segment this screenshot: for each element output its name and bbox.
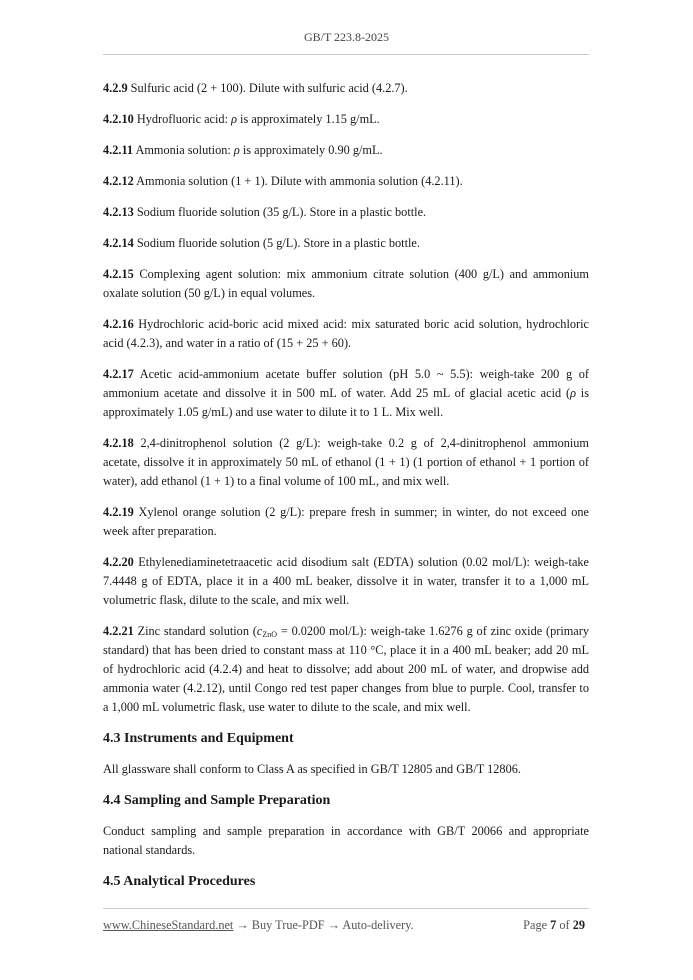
header-divider (103, 54, 589, 55)
clause-text: Xylenol orange solution (2 g/L): prepare fresh in summer; in winter, do not exceed one week after preparation. (103, 505, 589, 538)
clause-text: is approximately 1.05 g/mL) and use water to dilute it to 1 L. Mix well. (103, 386, 589, 419)
clause-text: Sodium fluoride solution (35 g/L). Store in a plastic bottle. (136, 205, 427, 219)
rho-symbol: ρ (233, 143, 240, 157)
section-heading-4-3: 4.3 Instruments and Equipment (103, 731, 294, 746)
clause-4-2-10 (103, 110, 589, 129)
clause-number: 4.2.15 (103, 267, 134, 281)
clause-4-2-21 (103, 622, 589, 717)
page-total: 29 (572, 918, 585, 932)
arrow-icon: → (324, 918, 343, 932)
page-footer (103, 918, 589, 933)
rho-symbol: ρ (570, 386, 576, 400)
clause-text: 2,4-dinitrophenol solution (2 g/L): weigh-take 0.2 g of 2,4-dinitrophenol ammonium acetate, dissolve it in approximately 50 mL of ethanol (1 + 1) (1 portion of ethanol + 1 portion of water), add ethanol (1 + 1) to a final volume of 100 mL, and mix well. (103, 436, 590, 488)
clause-text: Complexing agent solution: mix ammonium citrate solution (400 g/L) and ammonium oxalate solution (50 g/L) in equal volumes. (103, 267, 589, 300)
section-heading-4-4: 4.4 Sampling and Sample Preparation (103, 793, 331, 808)
clause-text: Ammonia solution: (135, 143, 234, 157)
clause-number: 4.2.12 (103, 174, 134, 188)
clause-number: 4.2.14 (103, 236, 134, 250)
clause-number: 4.2.18 (103, 436, 134, 450)
clause-4-2-12 (103, 172, 589, 191)
clause-text: Hydrofluoric acid: (136, 112, 232, 126)
clause-text: Sulfuric acid (2 + 100). Dilute with sulfuric acid (4.2.7). (130, 81, 408, 95)
section-4-4-body: Conduct sampling and sample preparation in accordance with GB/T 20066 and appropriate national standards. (103, 824, 589, 857)
clause-text: Acetic acid-ammonium acetate buffer solution (pH 5.0 ~ 5.5): weigh-take 200 g of ammonium acetate and dissolve it in 500 mL of water. Add 25 mL of glacial acetic acid ( (103, 367, 589, 400)
clause-number: 4.2.13 (103, 205, 134, 219)
auto-delivery-text: Auto-delivery. (342, 918, 414, 932)
clause-4-2-9 (103, 79, 589, 98)
clause-text: Ammonia solution (1 + 1). Dilute with ammonia solution (4.2.11). (136, 174, 463, 188)
clause-number: 4.2.16 (103, 317, 134, 331)
clause-4-2-17 (103, 365, 589, 422)
clause-text: Sodium fluoride solution (5 g/L). Store in a plastic bottle. (136, 236, 420, 250)
clause-4-2-11 (103, 141, 589, 160)
clause-text: = 0.0200 mol/L): weigh-take 1.6276 g of zinc oxide (primary standard) that has been dried to constant mass at 110 °C, place it in a 400 mL beaker; add 20 mL of hydrochloric acid (4.2.4) and heat to dissolve; add about 200 mL of water, and dropwise add ammonia water (4.2.12), until Congo red test paper changes from blue to purple. Cool, transfer to a 1,000 mL volumetric flask, use water to dilute to the scale, and mix well. (103, 624, 590, 714)
clause-4-2-16 (103, 315, 589, 353)
clause-text: is approximately 1.15 g/mL. (236, 112, 380, 126)
footer-divider (103, 908, 589, 909)
concentration-symbol: c (256, 624, 263, 638)
document-header: GB/T 223.8-2025 (303, 30, 390, 44)
buy-pdf-text: Buy True-PDF (251, 918, 325, 932)
website-link[interactable]: www.ChineseStandard.net (103, 918, 234, 932)
clause-text: Ethylenediaminetetraacetic acid disodium salt (EDTA) solution (0.02 mol/L): weigh-take 7.4448 g of EDTA, place it in a 400 mL beaker, dissolve it in water, transfer it to a 1,000 mL volumetric flask, dilute to the scale, and mix well. (103, 555, 590, 607)
of-label: of (559, 918, 570, 932)
clause-4-2-14 (103, 234, 589, 253)
rho-symbol: ρ (231, 112, 237, 126)
clause-text: is approximately 0.90 g/mL. (239, 143, 383, 157)
clause-4-2-20 (103, 553, 589, 610)
clause-number: 4.2.17 (103, 367, 134, 381)
clause-4-2-19 (103, 503, 589, 541)
clause-text: Hydrochloric acid-boric acid mixed acid: mix saturated boric acid solution, hydrochloric acid (4.2.3), and water in a ratio of (15 + 25 + 60). (103, 317, 589, 350)
page-label: Page (523, 918, 548, 932)
section-heading-4-5: 4.5 Analytical Procedures (103, 874, 256, 889)
clause-number: 4.2.10 (103, 112, 134, 126)
clause-4-2-18 (103, 434, 589, 491)
clause-number: 4.2.21 (103, 624, 134, 638)
clause-number: 4.2.20 (103, 555, 134, 569)
clause-4-2-13 (103, 203, 589, 222)
clause-text: Zinc standard solution ( (137, 624, 257, 638)
page-counter (523, 918, 585, 933)
concentration-subscript: ZnO (262, 630, 278, 639)
clause-4-2-15 (103, 265, 589, 303)
clause-number: 4.2.19 (103, 505, 134, 519)
clause-number: 4.2.9 (103, 81, 128, 95)
clause-number: 4.2.11 (103, 143, 134, 157)
arrow-icon: → (233, 918, 252, 932)
page-number: 7 (550, 918, 557, 932)
page-content (103, 79, 589, 903)
section-4-3-body: All glassware shall conform to Class A as specified in GB/T 12805 and GB/T 12806. (103, 762, 521, 776)
